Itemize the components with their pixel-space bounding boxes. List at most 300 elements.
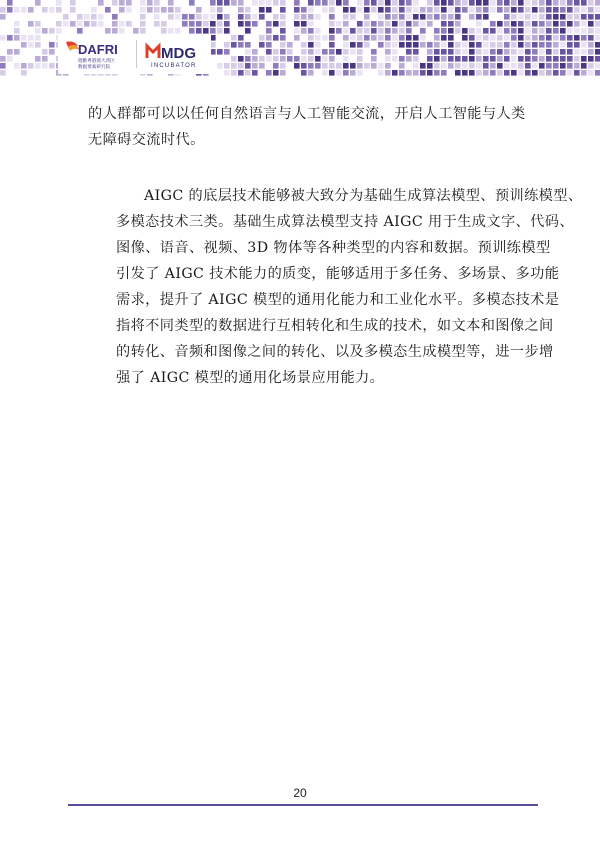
- pattern-tile: [455, 28, 461, 34]
- pattern-tile: [588, 63, 594, 69]
- pattern-tile: [98, 0, 104, 6]
- pattern-tile: [532, 28, 538, 34]
- pattern-tile: [399, 21, 405, 27]
- pattern-tile: [35, 63, 41, 69]
- pattern-tile: [231, 70, 237, 76]
- pattern-tile: [154, 0, 160, 6]
- pattern-tile: [357, 63, 363, 69]
- pattern-tile: [497, 0, 503, 6]
- pattern-tile: [504, 35, 510, 41]
- pattern-tile: [546, 21, 552, 27]
- pattern-tile: [476, 0, 482, 6]
- pattern-tile: [588, 35, 594, 41]
- pattern-tile: [245, 14, 251, 20]
- pattern-tile: [434, 7, 440, 13]
- pattern-tile: [392, 42, 398, 48]
- pattern-tile: [42, 56, 48, 62]
- pattern-tile: [350, 63, 356, 69]
- pattern-tile: [581, 35, 587, 41]
- pattern-tile: [112, 14, 118, 20]
- pattern-tile: [280, 21, 286, 27]
- pattern-tile: [217, 28, 223, 34]
- pattern-tile: [217, 21, 223, 27]
- pattern-tile: [385, 35, 391, 41]
- pattern-tile: [224, 42, 230, 48]
- pattern-tile: [434, 56, 440, 62]
- pattern-tile: [308, 70, 314, 76]
- pattern-tile: [413, 14, 419, 20]
- pattern-tile: [203, 21, 209, 27]
- pattern-tile: [553, 42, 559, 48]
- pattern-tile: [462, 28, 468, 34]
- pattern-tile: [532, 35, 538, 41]
- pattern-tile: [392, 70, 398, 76]
- pattern-tile: [469, 56, 475, 62]
- header-logos: [58, 34, 211, 74]
- pattern-tile: [91, 14, 97, 20]
- pattern-tile: [574, 7, 580, 13]
- pattern-tile: [476, 14, 482, 20]
- pattern-tile: [539, 28, 545, 34]
- pattern-tile: [28, 42, 34, 48]
- pattern-tile: [28, 21, 34, 27]
- pattern-tile: [154, 7, 160, 13]
- pattern-tile: [420, 35, 426, 41]
- pattern-tile: [588, 14, 594, 20]
- pattern-tile: [315, 56, 321, 62]
- pattern-tile: [49, 63, 55, 69]
- pattern-tile: [182, 21, 188, 27]
- pattern-tile: [595, 21, 600, 27]
- pattern-tile: [539, 35, 545, 41]
- pattern-tile: [119, 7, 125, 13]
- pattern-tile: [0, 7, 6, 13]
- pattern-tile: [315, 42, 321, 48]
- pattern-tile: [560, 21, 566, 27]
- pattern-tile: [329, 70, 335, 76]
- pattern-tile: [294, 63, 300, 69]
- pattern-tile: [427, 49, 433, 55]
- pattern-tile: [308, 63, 314, 69]
- pattern-tile: [252, 49, 258, 55]
- pattern-tile: [343, 28, 349, 34]
- pattern-tile: [406, 21, 412, 27]
- pattern-tile: [434, 49, 440, 55]
- pattern-tile: [378, 35, 384, 41]
- pattern-tile: [560, 28, 566, 34]
- pattern-tile: [266, 0, 272, 6]
- pattern-tile: [77, 14, 83, 20]
- pattern-tile: [252, 0, 258, 6]
- pattern-tile: [357, 42, 363, 48]
- paragraph-line: 的人群都可以以任何自然语言与人工智能交流，开启人工智能与人类: [88, 106, 526, 122]
- pattern-tile: [427, 42, 433, 48]
- pattern-tile: [553, 49, 559, 55]
- pattern-tile: [588, 49, 594, 55]
- pattern-tile: [364, 21, 370, 27]
- pattern-tile: [315, 14, 321, 20]
- pattern-tile: [140, 21, 146, 27]
- pattern-tile: [343, 0, 349, 6]
- pattern-tile: [532, 42, 538, 48]
- pattern-tile: [441, 0, 447, 6]
- pattern-tile: [574, 28, 580, 34]
- pattern-tile: [553, 56, 559, 62]
- pattern-tile: [280, 0, 286, 6]
- pattern-tile: [112, 28, 118, 34]
- pattern-tile: [252, 14, 258, 20]
- pattern-tile: [77, 21, 83, 27]
- pattern-tile: [392, 35, 398, 41]
- pattern-tile: [308, 0, 314, 6]
- pattern-tile: [294, 35, 300, 41]
- pattern-tile: [280, 49, 286, 55]
- pattern-tile: [280, 28, 286, 34]
- pattern-tile: [378, 14, 384, 20]
- pattern-tile: [392, 7, 398, 13]
- pattern-tile: [476, 35, 482, 41]
- pattern-tile: [553, 14, 559, 20]
- pattern-tile: [399, 63, 405, 69]
- pattern-tile: [455, 21, 461, 27]
- pattern-tile: [301, 49, 307, 55]
- pattern-tile: [224, 0, 230, 6]
- pattern-tile: [252, 21, 258, 27]
- pattern-tile: [490, 7, 496, 13]
- pattern-tile: [364, 63, 370, 69]
- pattern-tile: [511, 21, 517, 27]
- pattern-tile: [77, 28, 83, 34]
- pattern-tile: [329, 35, 335, 41]
- pattern-tile: [469, 28, 475, 34]
- pattern-tile: [581, 70, 587, 76]
- pattern-tile: [14, 28, 20, 34]
- pattern-tile: [567, 14, 573, 20]
- pattern-tile: [175, 14, 181, 20]
- pattern-tile: [343, 49, 349, 55]
- pattern-tile: [329, 49, 335, 55]
- pattern-tile: [259, 63, 265, 69]
- pattern-tile: [532, 56, 538, 62]
- pattern-tile: [371, 7, 377, 13]
- pattern-tile: [399, 28, 405, 34]
- pattern-tile: [406, 14, 412, 20]
- pattern-tile: [203, 28, 209, 34]
- pattern-tile: [28, 7, 34, 13]
- pattern-tile: [511, 56, 517, 62]
- pattern-tile: [329, 42, 335, 48]
- pattern-tile: [287, 42, 293, 48]
- pattern-tile: [441, 14, 447, 20]
- pattern-tile: [140, 28, 146, 34]
- pattern-tile: [525, 21, 531, 27]
- pattern-tile: [378, 0, 384, 6]
- pattern-tile: [560, 42, 566, 48]
- pattern-tile: [14, 21, 20, 27]
- pattern-tile: [518, 63, 524, 69]
- pattern-tile: [595, 63, 600, 69]
- pattern-tile: [518, 49, 524, 55]
- pattern-tile: [532, 0, 538, 6]
- pattern-tile: [427, 70, 433, 76]
- pattern-tile: [378, 63, 384, 69]
- pattern-tile: [553, 63, 559, 69]
- pattern-tile: [567, 21, 573, 27]
- pattern-tile: [574, 70, 580, 76]
- pattern-tile: [490, 21, 496, 27]
- pattern-tile: [301, 14, 307, 20]
- pattern-tile: [588, 56, 594, 62]
- pattern-tile: [126, 0, 132, 6]
- pattern-tile: [504, 21, 510, 27]
- pattern-tile: [63, 14, 69, 20]
- pattern-tile: [189, 0, 195, 6]
- pattern-tile: [483, 70, 489, 76]
- pattern-tile: [245, 21, 251, 27]
- pattern-tile: [497, 28, 503, 34]
- pattern-tile: [42, 28, 48, 34]
- pattern-tile: [518, 56, 524, 62]
- pattern-tile: [581, 42, 587, 48]
- pattern-tile: [448, 0, 454, 6]
- pattern-tile: [595, 70, 600, 76]
- pattern-tile: [532, 63, 538, 69]
- pattern-tile: [371, 35, 377, 41]
- pattern-tile: [294, 21, 300, 27]
- pattern-tile: [483, 35, 489, 41]
- pattern-tile: [315, 63, 321, 69]
- pattern-tile: [581, 28, 587, 34]
- pattern-tile: [231, 56, 237, 62]
- pattern-tile: [273, 35, 279, 41]
- pattern-tile: [308, 28, 314, 34]
- pattern-tile: [35, 56, 41, 62]
- pattern-tile: [294, 7, 300, 13]
- pattern-tile: [567, 0, 573, 6]
- pattern-tile: [98, 14, 104, 20]
- pattern-tile: [462, 70, 468, 76]
- pattern-tile: [448, 28, 454, 34]
- pattern-tile: [343, 42, 349, 48]
- pattern-tile: [147, 0, 153, 6]
- pattern-tile: [161, 7, 167, 13]
- pattern-tile: [525, 7, 531, 13]
- pattern-tile: [308, 14, 314, 20]
- pattern-tile: [161, 21, 167, 27]
- pattern-tile: [539, 7, 545, 13]
- paragraph-line: 无障碍交流时代。: [88, 132, 205, 148]
- pattern-tile: [476, 42, 482, 48]
- mdg-incubator-logo: [145, 38, 203, 70]
- pattern-tile: [441, 42, 447, 48]
- pattern-tile: [224, 28, 230, 34]
- pattern-tile: [518, 42, 524, 48]
- pattern-tile: [469, 0, 475, 6]
- pattern-tile: [539, 0, 545, 6]
- pattern-tile: [259, 42, 265, 48]
- pattern-tile: [455, 49, 461, 55]
- pattern-tile: [595, 42, 600, 48]
- pattern-tile: [392, 56, 398, 62]
- pattern-tile: [280, 63, 286, 69]
- pattern-tile: [49, 49, 55, 55]
- pattern-tile: [56, 7, 62, 13]
- pattern-tile: [245, 42, 251, 48]
- pattern-tile: [266, 28, 272, 34]
- pattern-tile: [560, 7, 566, 13]
- pattern-tile: [224, 63, 230, 69]
- paragraph-line: 图像、语音、视频、3D 物体等各种类型的内容和数据。预训练模型: [116, 240, 551, 256]
- svg-text:数据要素研究院: 数据要素研究院: [78, 65, 111, 70]
- pattern-tile: [399, 7, 405, 13]
- pattern-tile: [441, 21, 447, 27]
- pattern-tile: [49, 42, 55, 48]
- pattern-tile: [497, 42, 503, 48]
- pattern-tile: [168, 0, 174, 6]
- pattern-tile: [462, 0, 468, 6]
- pattern-tile: [427, 14, 433, 20]
- pattern-tile: [343, 35, 349, 41]
- pattern-tile: [420, 63, 426, 69]
- pattern-tile: [539, 56, 545, 62]
- pattern-tile: [210, 21, 216, 27]
- pattern-tile: [294, 0, 300, 6]
- pattern-tile: [49, 28, 55, 34]
- pattern-tile: [105, 7, 111, 13]
- pattern-tile: [371, 56, 377, 62]
- pattern-tile: [448, 49, 454, 55]
- pattern-tile: [595, 56, 600, 62]
- pattern-tile: [567, 7, 573, 13]
- pattern-tile: [231, 42, 237, 48]
- pattern-tile: [504, 63, 510, 69]
- pattern-tile: [539, 63, 545, 69]
- paragraph-line: 强了 AIGC 模型的通用化场景应用能力。: [116, 370, 385, 386]
- pattern-tile: [413, 63, 419, 69]
- pattern-tile: [588, 42, 594, 48]
- pattern-tile: [357, 49, 363, 55]
- pattern-tile: [532, 21, 538, 27]
- pattern-tile: [119, 0, 125, 6]
- pattern-tile: [364, 28, 370, 34]
- pattern-tile: [448, 7, 454, 13]
- pattern-tile: [224, 70, 230, 76]
- pattern-tile: [490, 35, 496, 41]
- pattern-tile: [7, 49, 13, 55]
- pattern-tile: [427, 63, 433, 69]
- pattern-tile: [581, 56, 587, 62]
- pattern-tile: [497, 70, 503, 76]
- pattern-tile: [280, 14, 286, 20]
- paragraph-line: 的转化、音频和图像之间的转化、以及多模态生成模型等，进一步增: [116, 344, 554, 360]
- pattern-tile: [434, 14, 440, 20]
- pattern-tile: [35, 28, 41, 34]
- pattern-tile: [196, 7, 202, 13]
- pattern-tile: [0, 14, 6, 20]
- pattern-tile: [469, 70, 475, 76]
- pattern-tile: [336, 49, 342, 55]
- pattern-tile: [497, 21, 503, 27]
- pattern-tile: [511, 70, 517, 76]
- pattern-tile: [350, 7, 356, 13]
- pattern-tile: [238, 35, 244, 41]
- pattern-tile: [231, 0, 237, 6]
- pattern-tile: [595, 0, 600, 6]
- pattern-tile: [308, 35, 314, 41]
- pattern-tile: [301, 42, 307, 48]
- pattern-tile: [252, 63, 258, 69]
- pattern-tile: [441, 49, 447, 55]
- pattern-tile: [378, 21, 384, 27]
- pattern-tile: [483, 56, 489, 62]
- pattern-tile: [238, 42, 244, 48]
- pattern-tile: [56, 21, 62, 27]
- pattern-tile: [28, 63, 34, 69]
- pattern-tile: [301, 70, 307, 76]
- pattern-tile: [588, 28, 594, 34]
- pattern-tile: [469, 49, 475, 55]
- pattern-tile: [84, 14, 90, 20]
- pattern-tile: [399, 35, 405, 41]
- pattern-tile: [574, 14, 580, 20]
- pattern-tile: [434, 42, 440, 48]
- pattern-tile: [371, 0, 377, 6]
- pattern-tile: [315, 35, 321, 41]
- pattern-tile: [539, 49, 545, 55]
- pattern-tile: [70, 0, 76, 6]
- pattern-tile: [280, 70, 286, 76]
- pattern-tile: [329, 21, 335, 27]
- pattern-tile: [329, 56, 335, 62]
- pattern-tile: [266, 35, 272, 41]
- pattern-tile: [525, 63, 531, 69]
- pattern-tile: [28, 35, 34, 41]
- pattern-tile: [448, 42, 454, 48]
- pattern-tile: [413, 0, 419, 6]
- pattern-tile: [343, 21, 349, 27]
- logo-divider: [136, 40, 137, 68]
- pattern-tile: [504, 0, 510, 6]
- pattern-tile: [595, 49, 600, 55]
- pattern-tile: [126, 21, 132, 27]
- pattern-tile: [581, 14, 587, 20]
- pattern-tile: [224, 21, 230, 27]
- pattern-tile: [175, 7, 181, 13]
- pattern-tile: [371, 49, 377, 55]
- pattern-tile: [434, 35, 440, 41]
- pattern-tile: [476, 49, 482, 55]
- pattern-tile: [511, 63, 517, 69]
- svg-text:德勤粤港澳大湾区: 德勤粤港澳大湾区: [78, 59, 115, 64]
- pattern-tile: [245, 49, 251, 55]
- pattern-tile: [308, 56, 314, 62]
- pattern-tile: [35, 0, 41, 6]
- pattern-tile: [588, 7, 594, 13]
- pattern-tile: [350, 28, 356, 34]
- pattern-tile: [483, 14, 489, 20]
- pattern-tile: [14, 63, 20, 69]
- pattern-tile: [399, 42, 405, 48]
- pattern-tile: [539, 21, 545, 27]
- pattern-tile: [238, 70, 244, 76]
- pattern-tile: [357, 70, 363, 76]
- pattern-tile: [385, 28, 391, 34]
- pattern-tile: [581, 49, 587, 55]
- pattern-tile: [217, 0, 223, 6]
- pattern-tile: [392, 0, 398, 6]
- pattern-tile: [308, 7, 314, 13]
- pattern-tile: [406, 35, 412, 41]
